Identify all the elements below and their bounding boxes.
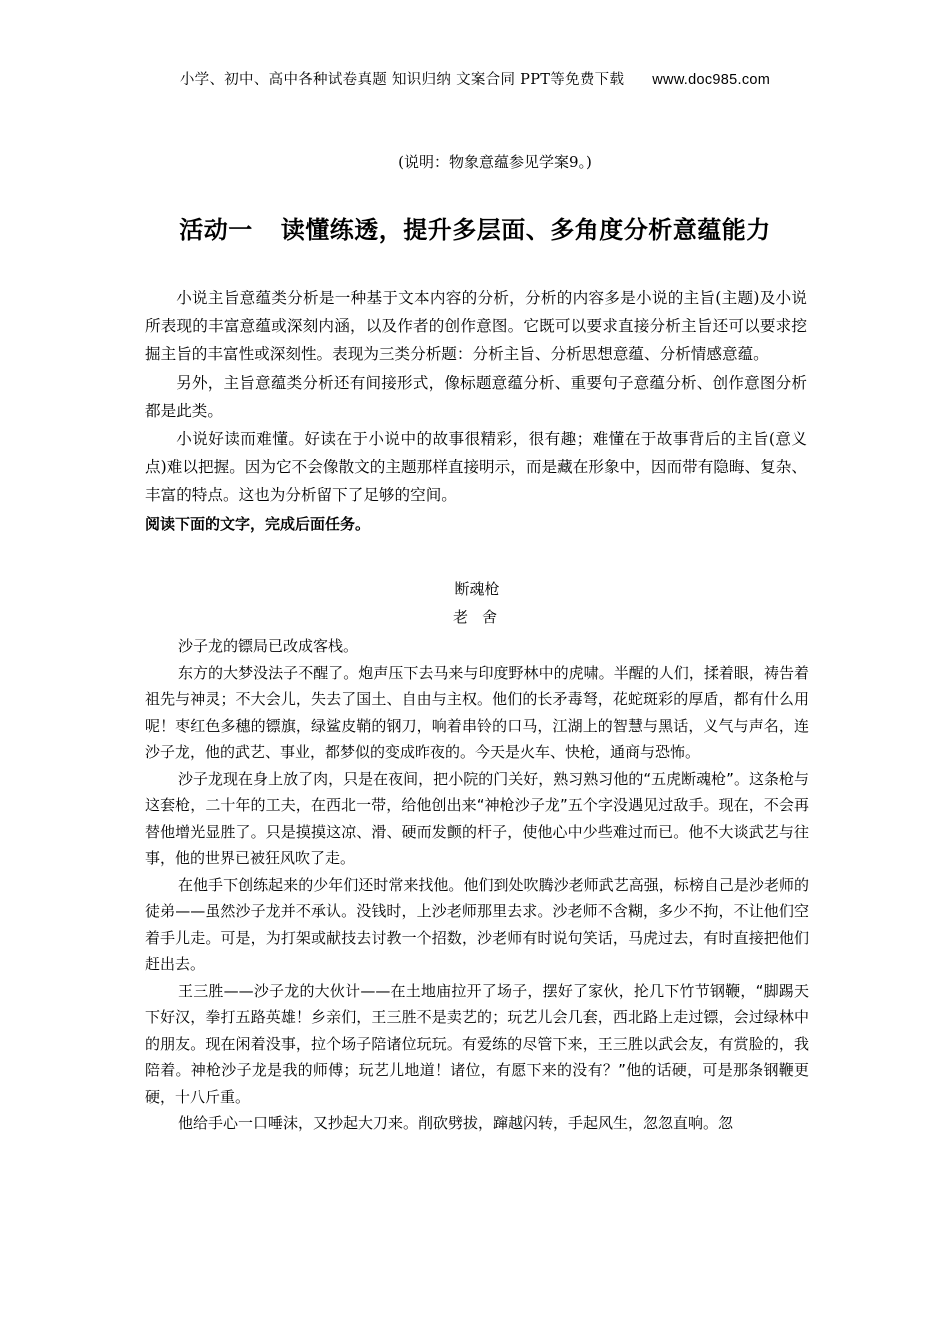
story-paragraph: 他给手心一口唾沫，又抄起大刀来。削砍劈拔，蹿越闪转，手起风生，忽忽直响。忽 [178,1114,734,1132]
task-instruction: 阅读下面的文字，完成后面任务。 [145,514,371,533]
intro-paragraph: 另外，主旨意蕴类分析还有间接形式，像标题意蕴分析、重要句子意蕴分析、创作意图分析都是此类。 [145,373,807,420]
section-heading: 读懂练透，提升多层面、多角度分析意蕴能力 [280,215,771,244]
story-author: 老舍 [452,608,511,626]
story-title: 断魂枪 [454,580,500,598]
intro-section [145,284,807,538]
reference-note: (说明：物象意蕴参见学案9。) [398,153,592,171]
story-paragraph: 沙子龙现在身上放了肉，只是在夜间，把小院的门关好，熟习熟习他的“五虎断魂枪”。这条枪与这套枪，二十年的工夫，在西北一带，给他创出来“神枪沙子龙”五个字没遇见过敌手。现在，不会再替他增光显胜了。只是摸摸这凉、滑、硬而发颤的杆子，使他心中少些难过而已。他不大谈武艺与往事，他的世界已被狂风吹了走。 [145,769,809,867]
activity-label: 活动一 [179,215,253,244]
story-paragraph: 王三胜——沙子龙的大伙计——在土地庙拉开了场子，摆好了家伙，抡几下竹节钢鞭，“脚踢天下好汉，拳打五路英雄！乡亲们，王三胜不是卖艺的；玩艺儿会几套，西北路上走过镖，会过绿林中的朋友。现在闲着没事，拉个场子陪诸位玩玩。有爱练的尽管下来，王三胜以武会友，有赏脸的，我陪着。神枪沙子龙是我的师傅；玩艺儿地道！诸位，有愿下来的没有？”他的话硬，可是那条钢鞭更硬，十八斤重。 [145,981,809,1106]
header-text: 小学、初中、高中各种试卷真题 知识归纳 文案合同 PPT等免费下载 [179,72,625,88]
intro-paragraph: 小说主旨意蕴类分析是一种基于文本内容的分析，分析的内容多是小说的主旨(主题)及小说所表现的丰富意蕴或深刻内涵，以及作者的创作意图。它既可以要求直接分析主旨还可以要求挖掘主旨的丰富性或深刻性。表现为三类分析题：分析主旨、分析思想意蕴、分析情感意蕴。 [145,289,807,364]
story-body [145,633,809,1137]
section-title [0,210,950,245]
story-paragraph: 沙子龙的镖局已改成客栈。 [178,637,359,655]
page-header [0,68,950,89]
intro-paragraph: 小说好读而难懂。好读在于小说中的故事很精彩，很有趣；难懂在于故事背后的主旨(意义点)难以把握。因为它不会像散文的主题那样直接明示，而是藏在形象中，因而带有隐晦、复杂、丰富的特点。这也为分析留下了足够的空间。 [145,430,807,505]
story-paragraph: 东方的大梦没法子不醒了。炮声压下去马来与印度野林中的虎啸。半醒的人们，揉着眼，祷告着祖先与神灵；不大会儿，失去了国土、自由与主权。他们的长矛毒弩，花蛇斑彩的厚盾，都有什么用呢！枣红色多穗的镖旗，绿鲨皮鞘的钢刀，响着串铃的口马，江湖上的智慧与黑话，义气与声名，连沙子龙，他的武艺、事业，都梦似的变成昨夜的。今天是火车、快枪，通商与恐怖。 [145,663,809,761]
header-site-link[interactable]: www.doc985.com [652,72,771,88]
story-paragraph: 在他手下创练起来的少年们还时常来找他。他们到处吹腾沙老师武艺高强，标榜自己是沙老师的徒弟——虽然沙子龙并不承认。没钱时，上沙老师那里去求。沙老师不含糊，多少不拘，不让他们空着手儿走。可是，为打架或献技去讨教一个招数，沙老师有时说句笑话，马虎过去，有时直接把他们赶出去。 [145,875,809,973]
